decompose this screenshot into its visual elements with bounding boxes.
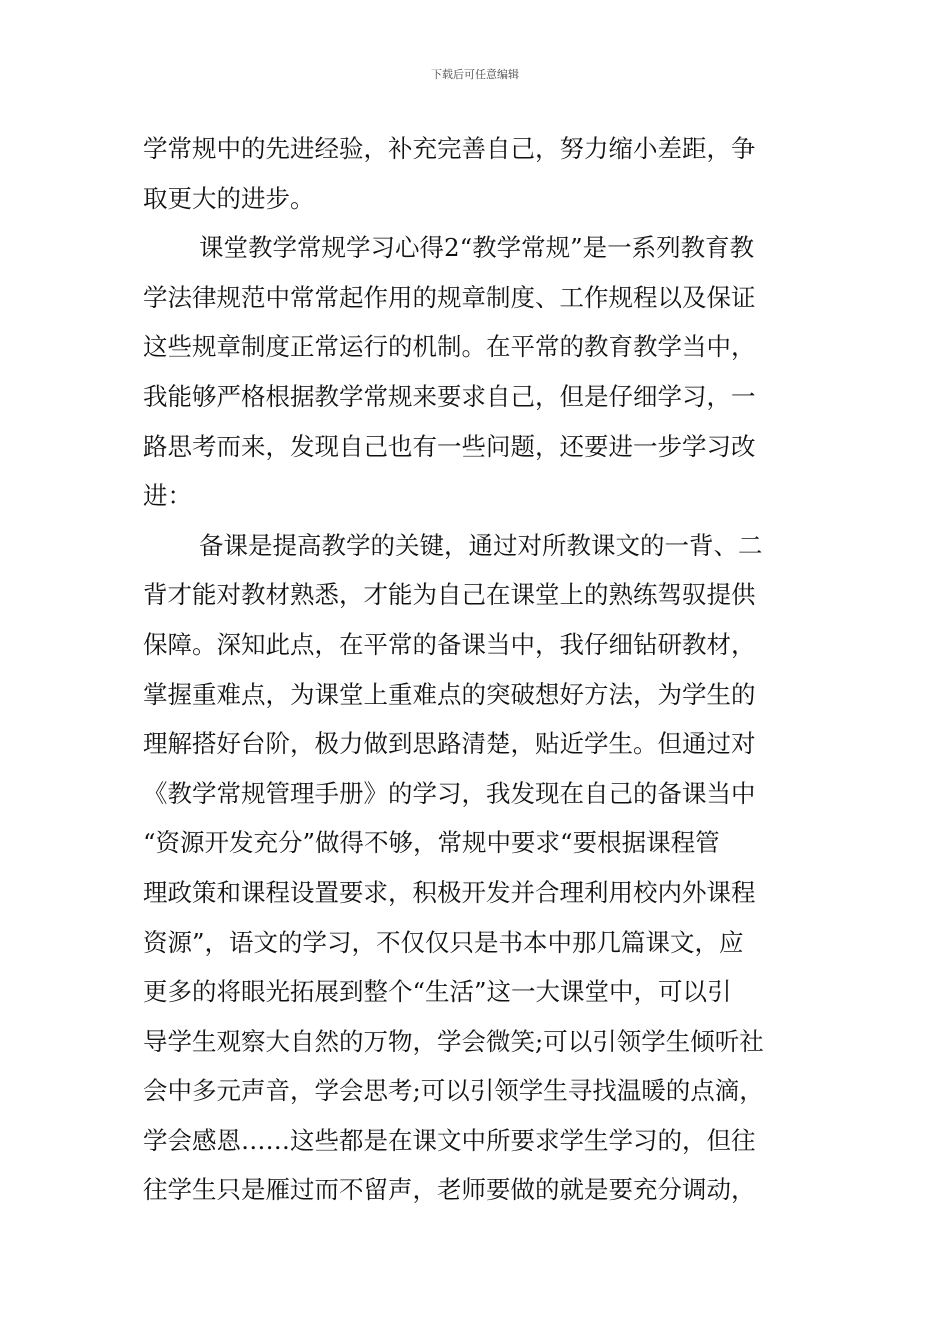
text-line: 理政策和课程设置要求，积极开发并合理利用校内外课程 bbox=[143, 877, 756, 907]
text-line: 学法律规范中常常起作用的规章制度、工作规程以及保证 bbox=[143, 282, 756, 312]
text-line: 更多的将眼光拓展到整个“生活”这一大课堂中，可以引 bbox=[143, 977, 732, 1007]
text-line: 学会感恩……这些都是在课文中所要求学生学习的，但往 bbox=[143, 1125, 756, 1155]
text-line: 《教学常规管理手册》的学习，我发现在自己的备课当中 bbox=[143, 778, 756, 808]
text-line: 学常规中的先进经验，补充完善自己，努力缩小差距，争 bbox=[143, 134, 756, 163]
text-line: 我能够严格根据教学常规来要求自己，但是仔细学习，一 bbox=[143, 381, 756, 411]
paragraph-start-line: 备课是提高教学的关键，通过对所教课文的一背、二 bbox=[199, 530, 763, 560]
text-line: 导学生观察大自然的万物，学会微笑;可以引领学生倾听社 bbox=[143, 1026, 764, 1056]
text-line: 取更大的进步。 bbox=[143, 183, 315, 213]
text-line: 资源”，语文的学习，不仅仅只是书本中那几篇课文，应 bbox=[143, 927, 744, 957]
text-line: 掌握重难点，为课堂上重难点的突破想好方法，为学生的 bbox=[143, 679, 756, 709]
paragraph-start-line: 课堂教学常规学习心得2“教学常规”是一系列教育教 bbox=[199, 233, 755, 263]
text-line: 这些规章制度正常运行的机制。在平常的教育教学当中， bbox=[143, 332, 756, 362]
text-line: “资源开发充分”做得不够，常规中要求“要根据课程管 bbox=[143, 828, 720, 858]
text-line: 往学生只是雁过而不留声，老师要做的就是要充分调动， bbox=[143, 1175, 756, 1205]
body-text bbox=[143, 124, 811, 1215]
text-line: 路思考而来，发现自己也有一些问题，还要进一步学习改 bbox=[143, 431, 756, 461]
text-line: 进： bbox=[143, 481, 192, 511]
text-line: 会中多元声音，学会思考;可以引领学生寻找温暖的点滴， bbox=[143, 1076, 764, 1106]
text-line: 背才能对教材熟悉，才能为自己在课堂上的熟练驾驭提供 bbox=[143, 580, 756, 610]
page-header: 下载后可任意编辑 bbox=[431, 68, 519, 81]
text-line: 理解搭好台阶，极力做到思路清楚，贴近学生。但通过对 bbox=[143, 729, 756, 759]
text-line: 保障。深知此点，在平常的备课当中，我仔细钻研教材， bbox=[143, 629, 756, 659]
